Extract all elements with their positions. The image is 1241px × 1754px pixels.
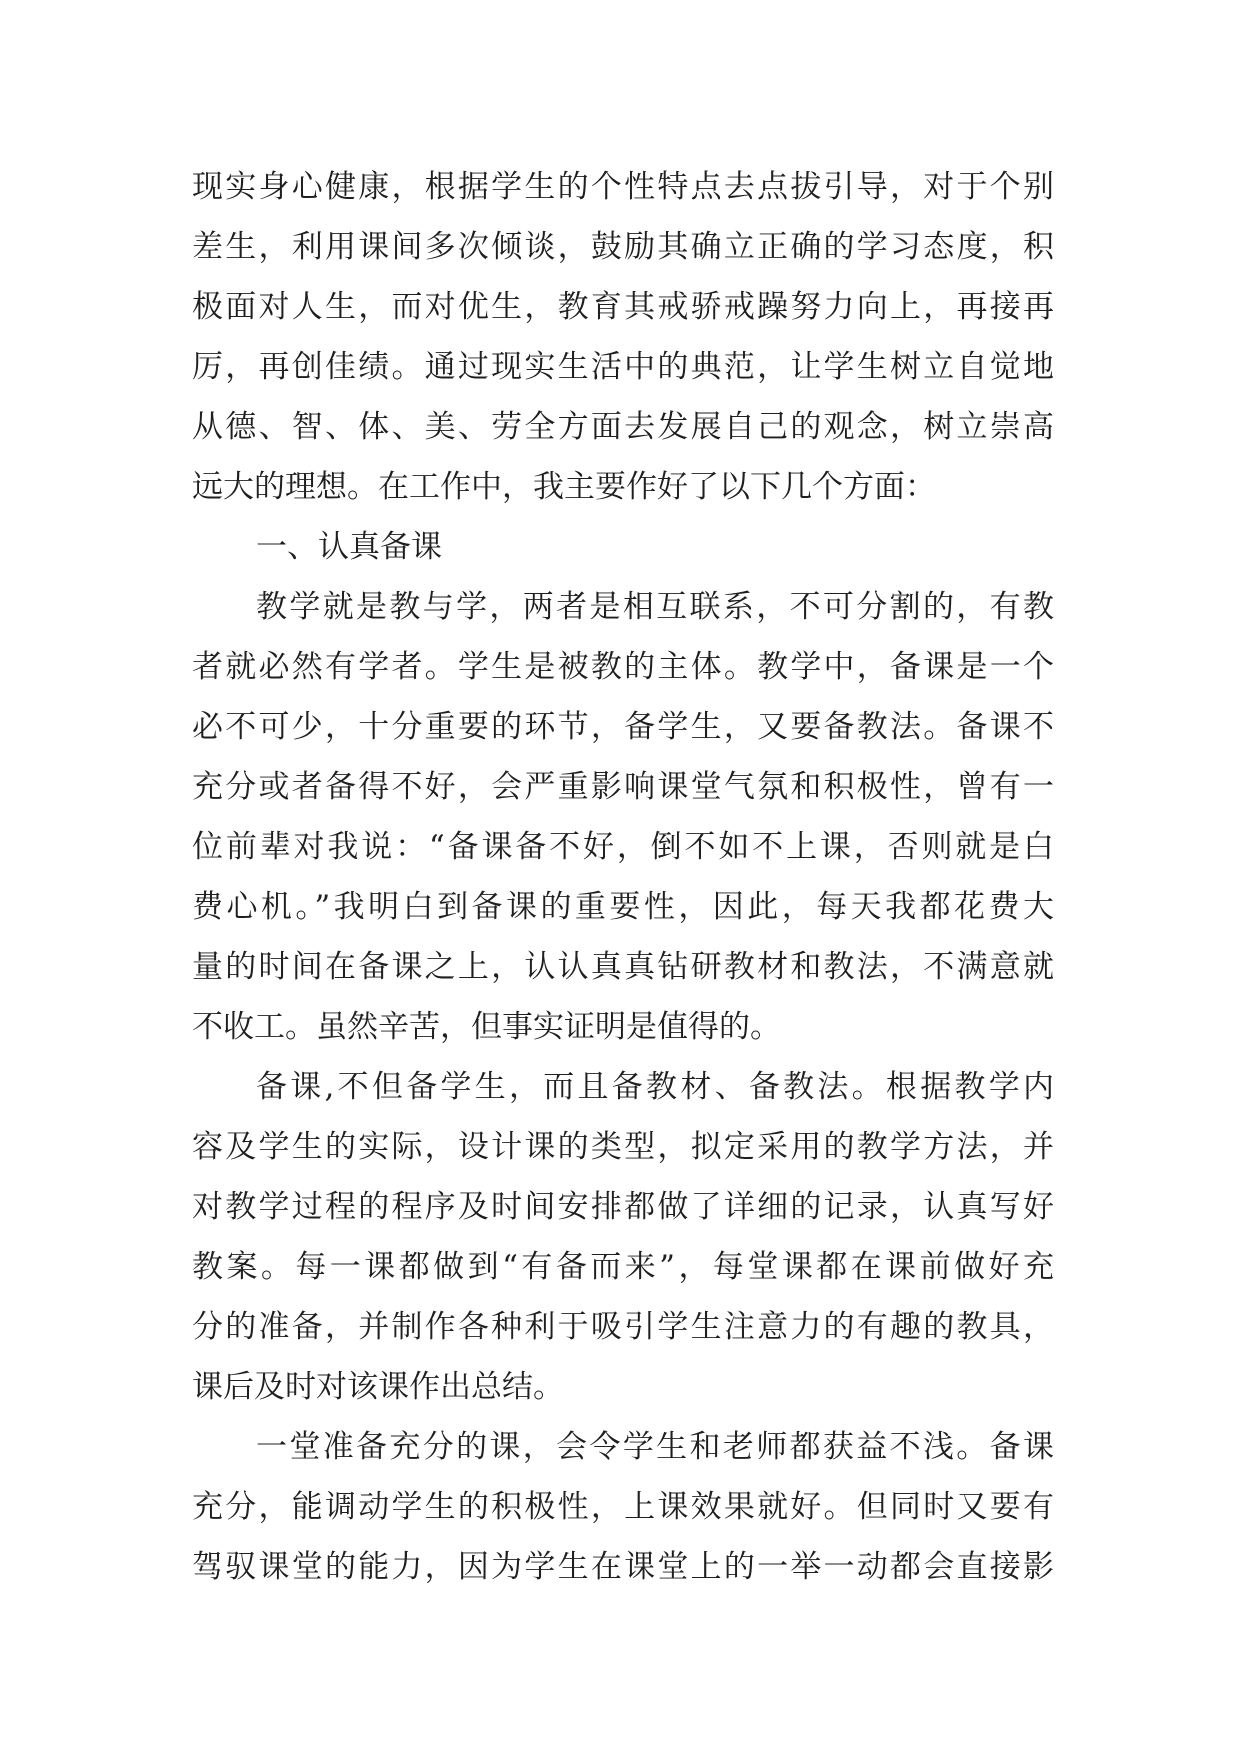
text-line: 费心机。”我明白到备课的重要性，因此，每天我都花费大 bbox=[192, 889, 1054, 925]
text-line: 教案。每一课都做到“有备而来”，每堂课都在课前做好充 bbox=[192, 1249, 1054, 1285]
text-line: 者就必然有学者。学生是被教的主体。教学中，备课是一个 bbox=[192, 649, 1054, 685]
text-line: 必不可少，十分重要的环节，备学生，又要备教法。备课不 bbox=[192, 709, 1054, 745]
text-line: 对教学过程的程序及时间安排都做了详细的记录，认真写好 bbox=[192, 1189, 1054, 1225]
text-line: 充分或者备得不好，会严重影响课堂气氛和积极性，曾有一 bbox=[192, 769, 1054, 805]
text-line: 备课,不但备学生，而且备教材、备教法。根据教学内 bbox=[256, 1069, 1054, 1105]
text-line: 量的时间在备课之上，认认真真钻研教材和教法，不满意就 bbox=[192, 949, 1054, 985]
text-line: 现实身心健康，根据学生的个性特点去点拔引导，对于个别 bbox=[192, 169, 1054, 205]
text-line: 极面对人生，而对优生，教育其戒骄戒躁努力向上，再接再 bbox=[192, 289, 1054, 325]
text-line: 从德、智、体、美、劳全方面去发展自己的观念，树立崇高 bbox=[192, 409, 1054, 445]
text-line: 厉，再创佳绩。通过现实生活中的典范，让学生树立自觉地 bbox=[192, 349, 1054, 385]
text-line: 课后及时对该课作出总结。 bbox=[192, 1369, 564, 1405]
text-line: 不收工。虽然辛苦，但事实证明是值得的。 bbox=[192, 1009, 781, 1045]
text-line: 远大的理想。在工作中，我主要作好了以下几个方面： bbox=[192, 469, 936, 505]
text-line: 驾驭课堂的能力，因为学生在课堂上的一举一动都会直接影 bbox=[192, 1549, 1054, 1585]
document-body bbox=[192, 157, 1054, 1597]
text-line: 分的准备，并制作各种利于吸引学生注意力的有趣的教具， bbox=[192, 1309, 1054, 1345]
text-line: 位前辈对我说：“备课备不好，倒不如不上课，否则就是白 bbox=[192, 829, 1054, 865]
text-line: 教学就是教与学，两者是相互联系，不可分割的，有教 bbox=[256, 589, 1054, 625]
text-line: 充分，能调动学生的积极性，上课效果就好。但同时又要有 bbox=[192, 1489, 1054, 1525]
text-line: 一、认真备课 bbox=[256, 529, 442, 565]
text-line: 差生，利用课间多次倾谈，鼓励其确立正确的学习态度，积 bbox=[192, 229, 1054, 265]
text-line: 一堂准备充分的课，会令学生和老师都获益不浅。备课 bbox=[256, 1429, 1054, 1465]
text-line: 容及学生的实际，设计课的类型，拟定采用的教学方法，并 bbox=[192, 1129, 1054, 1165]
